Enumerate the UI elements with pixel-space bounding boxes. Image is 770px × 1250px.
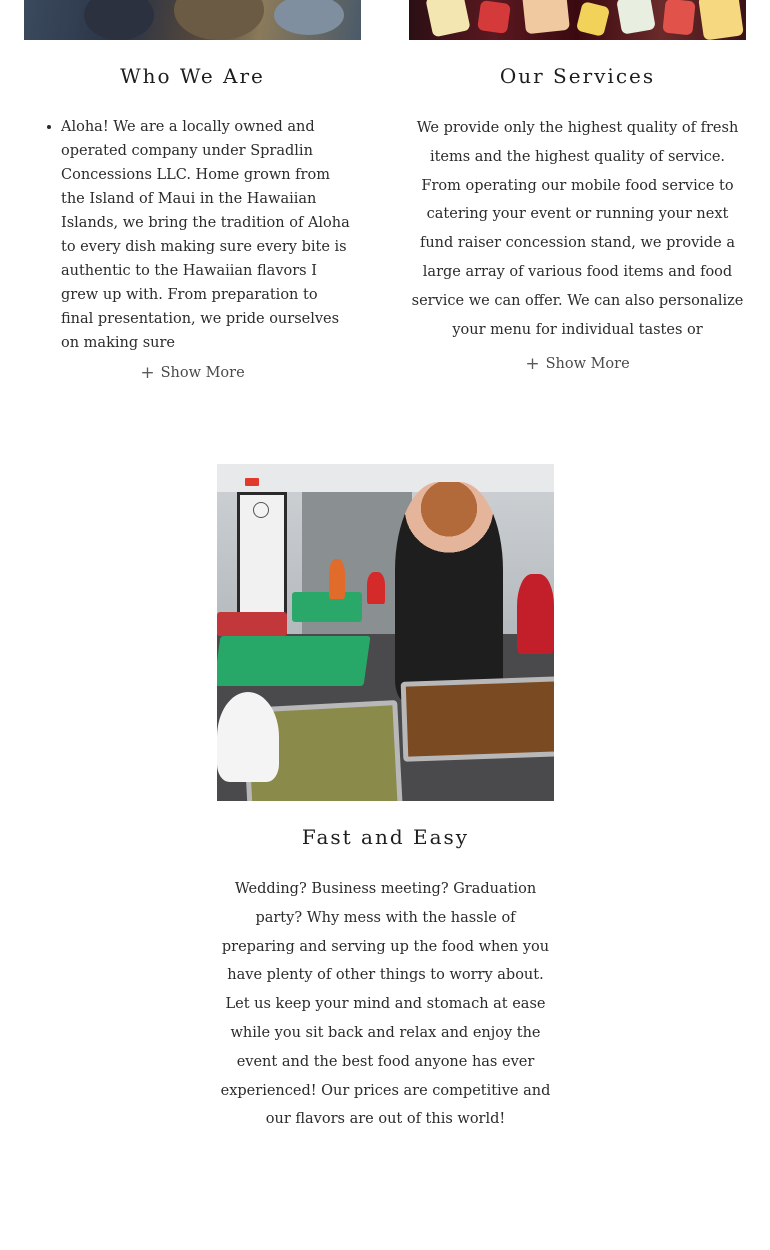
image-detail [329, 559, 345, 599]
our-services-title: Our Services [499, 64, 656, 88]
our-services-show-more-button[interactable] [409, 354, 746, 374]
plus-icon: + [525, 354, 540, 374]
show-more-label: Show More [545, 356, 630, 372]
image-detail [698, 0, 744, 40]
image-detail [253, 502, 269, 518]
our-services-text: We provide only the highest quality of fresh items and the highest quality of service. From operating our mobile food service to catering your event or running your next fund raiser concession stand, we provide a large array of various food items and food service we can offer. We can also personalize your menu for individual tastes or [411, 120, 744, 338]
fast-and-easy-section [217, 464, 554, 1128]
who-we-are-show-more-button[interactable] [24, 363, 361, 383]
image-detail [401, 676, 554, 762]
who-we-are-section [24, 0, 361, 383]
image-detail [274, 0, 344, 35]
our-services-section [409, 0, 746, 374]
who-we-are-text: Aloha! We are a locally owned and operated company under Spradlin Concessions LLC. Home grown from the Island of Maui in the Hawaiian Islands, we bring the tradition of Aloha to every dish making sure every bite is authentic to the Hawaiian flavors I grew up with. From preparation to final presentation, we pride ourselves on making sure [61, 115, 351, 355]
catering-photo [217, 464, 554, 801]
show-more-label: Show More [160, 365, 245, 381]
who-we-are-image [24, 0, 361, 40]
image-detail [217, 464, 554, 492]
our-services-image [409, 0, 746, 40]
image-detail [292, 592, 362, 622]
image-detail [425, 0, 470, 38]
image-detail [477, 0, 511, 34]
image-detail [367, 572, 385, 604]
who-we-are-list [61, 115, 351, 355]
image-detail [616, 0, 656, 35]
image-detail [522, 0, 570, 34]
plus-icon: + [140, 363, 155, 383]
image-detail [84, 0, 154, 40]
who-we-are-title: Who We Are [120, 64, 265, 88]
fast-and-easy-text: Wedding? Business meeting? Graduation party? Why mess with the hassle of preparing and serving up the food when you have plenty of other things to worry about. Let us keep your mind and stomach at ease while you sit back and relax and enjoy the event and the best food anyone has ever experienced! Our prices are competitive and our flavors are out of this world! [220, 881, 551, 1128]
image-detail [217, 612, 287, 636]
image-detail [517, 574, 554, 654]
image-detail [217, 692, 279, 782]
image-detail [576, 1, 610, 37]
image-detail [174, 0, 264, 40]
fast-and-easy-title: Fast and Easy [301, 825, 470, 849]
image-detail [245, 478, 259, 486]
image-detail [395, 482, 503, 702]
image-detail [217, 636, 371, 686]
image-detail [662, 0, 695, 35]
